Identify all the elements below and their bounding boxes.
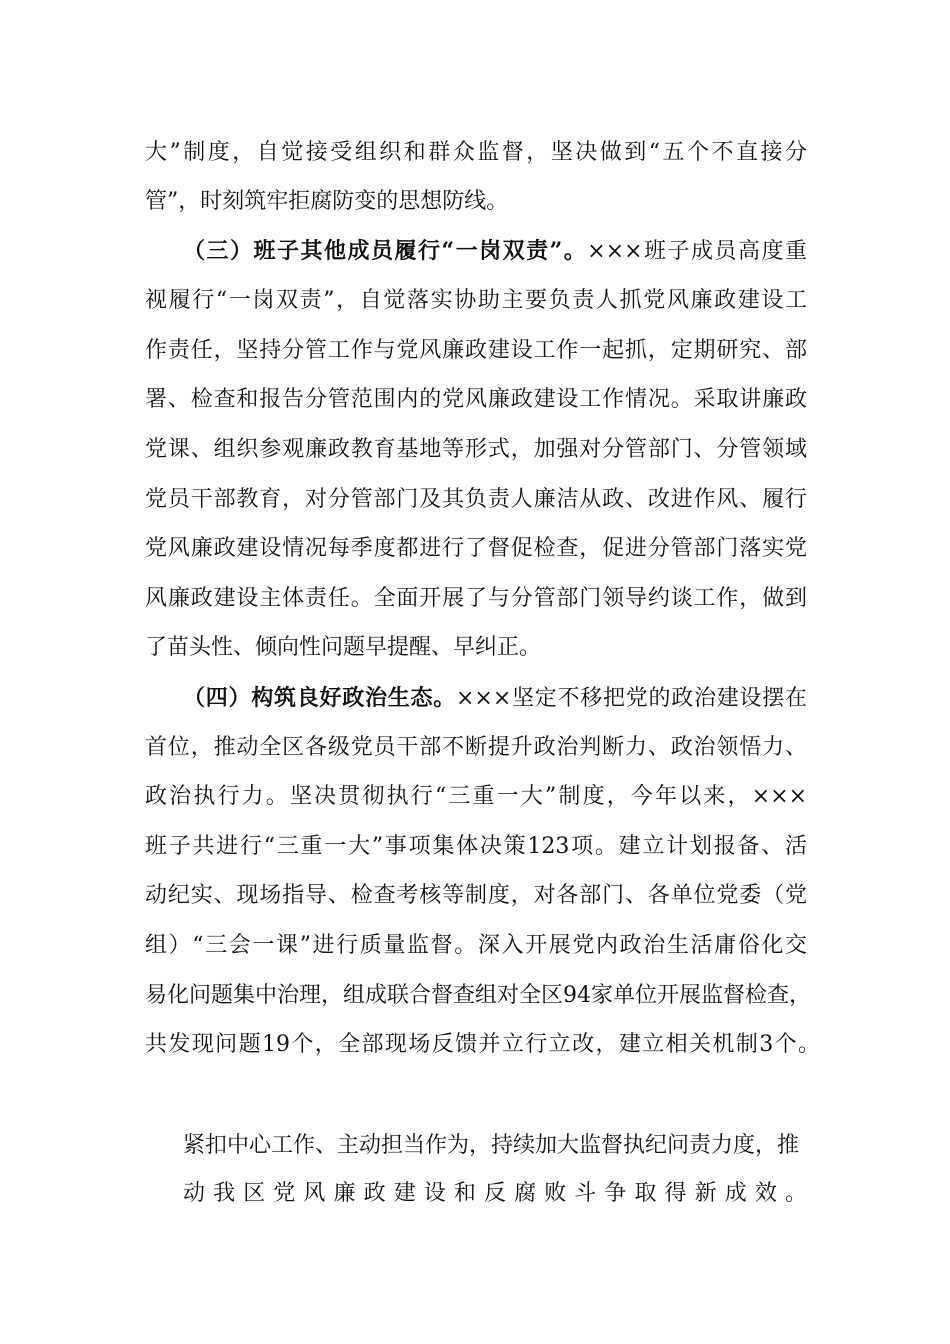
paragraph-line: 动纪实、现场指导、检查考核等制度，对各部门、各单位党委（党 [145, 883, 807, 908]
paragraph-line: 视履行“一岗双责”，自觉落实协助主要负责人抓党风廉政建设工 [145, 288, 807, 313]
paragraph-line: 易化问题集中治理，组成联合督查组对全区94家单位开展监督检查， [145, 983, 811, 1008]
section-three-heading-line: （三）班子其他成员履行“一岗双责”。×××班子成员高度重 [183, 238, 808, 264]
paragraph-line: 组）“三会一课”进行质量监督。深入开展党内政治生活庸俗化交 [145, 933, 807, 958]
paragraph-line: 党员干部教育，对分管部门及其负责人廉洁从政、改进作风、履行 [145, 487, 807, 512]
paragraph-line: 了苗头性、倾向性问题早提醒、早纠正。 [145, 635, 542, 660]
section-four-heading: （四）构筑良好政治生态。 [183, 685, 456, 711]
paragraph-line: 党课、组织参观廉政教育基地等形式，加强对分管部门、分管领域 [145, 437, 807, 462]
section-three-heading: （三）班子其他成员履行“一岗双责”。 [183, 238, 588, 264]
paragraph-line: 动我区党风廉政建设和反腐败斗争取得新成效。 [183, 1181, 807, 1206]
paragraph-line: 共发现问题19个，全部现场反馈并立行立改，建立相关机制3个。 [145, 1032, 820, 1057]
paragraph-line: 首位，推动全区各级党员干部不断提升政治判断力、政治领悟力、 [145, 735, 807, 760]
paragraph-line: 大”制度，自觉接受组织和群众监督，坚决做到“五个不直接分 [145, 140, 807, 165]
paragraph-line: 班子共进行“三重一大”事项集体决策123项。建立计划报备、活 [145, 834, 807, 859]
section-two-heading: 紧扣中心工作、主动担当作为，持续加大监督执纪问责力度，推 [183, 1133, 800, 1158]
paragraph-line: 党风廉政建设情况每季度都进行了督促检查，促进分管部门落实党 [145, 536, 807, 561]
paragraph-line: 作责任，坚持分管工作与党风廉政建设工作一起抓，定期研究、部 [145, 338, 807, 363]
paragraph-line: 管”，时刻筑牢拒腐防变的思想防线。 [145, 189, 509, 214]
paragraph-line: 政治执行力。坚决贯彻执行“三重一大”制度，今年以来，××× [145, 784, 807, 809]
paragraph-line [145, 1224, 807, 1264]
paragraph-line [145, 1075, 807, 1115]
section-four-heading-line: （四）构筑良好政治生态。×××坚定不移把党的政治建设摆在 [183, 685, 807, 711]
paragraph-line: 署、检查和报告分管范围内的党风廉政建设工作情况。采取讲廉政 [145, 387, 807, 412]
paragraph-line: 风廉政建设主体责任。全面开展了与分管部门领导约谈工作，做到 [145, 586, 807, 611]
